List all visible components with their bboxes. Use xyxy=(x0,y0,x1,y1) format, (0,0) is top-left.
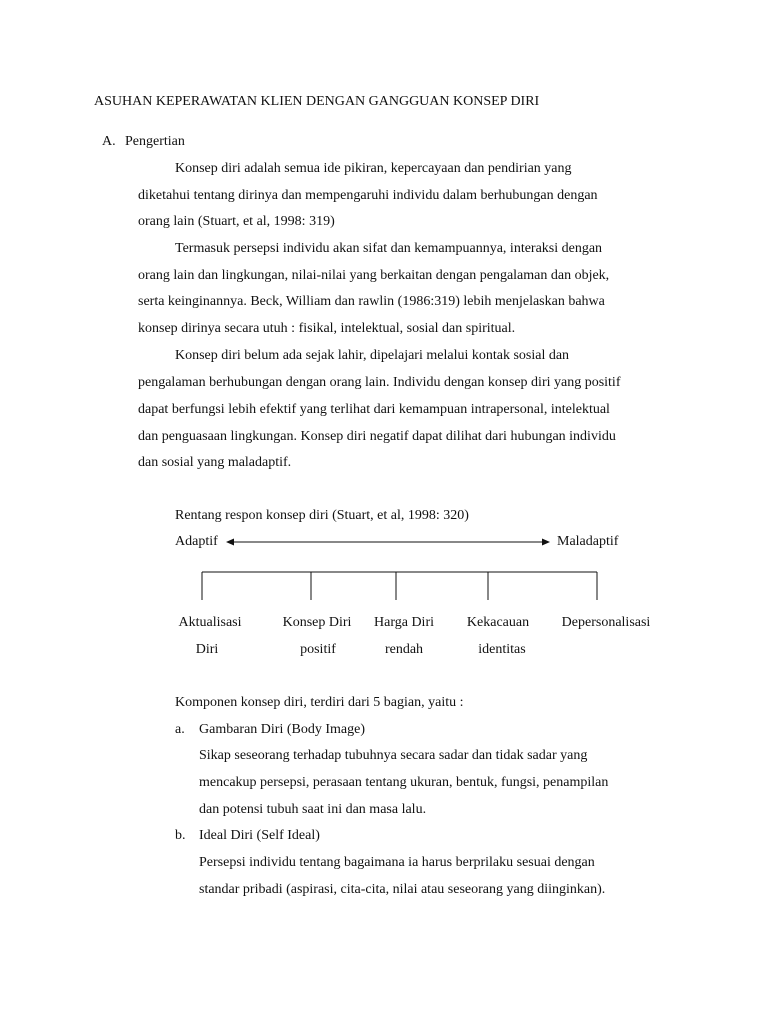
range-arrow-left-head xyxy=(226,539,234,546)
range-point-label: Konsep Diri xyxy=(282,615,352,630)
range-point-label: identitas xyxy=(478,642,526,657)
component-b-marker: b. xyxy=(175,828,186,843)
section-a-heading: Pengertian xyxy=(125,134,185,149)
component-a-marker: a. xyxy=(175,722,185,737)
paragraph-line: pengalaman berhubungan dengan orang lain. Individu dengan konsep diri yang positif xyxy=(138,375,621,390)
component-b-heading: Ideal Diri (Self Ideal) xyxy=(199,828,320,843)
component-a-line: dan potensi tubuh saat ini dan masa lalu. xyxy=(199,802,427,817)
paragraph-line: orang lain (Stuart, et al, 1998: 319) xyxy=(138,214,335,229)
section-a-marker: A. xyxy=(102,134,116,149)
range-point-label: rendah xyxy=(384,642,424,657)
document-title: ASUHAN KEPERAWATAN KLIEN DENGAN GANGGUAN KONSEP DIRI xyxy=(94,94,540,109)
paragraph-line: Termasuk persepsi individu akan sifat dan kemampuannya, interaksi dengan xyxy=(175,241,603,256)
component-b-line: Persepsi individu tentang bagaimana ia harus berprilaku sesuai dengan xyxy=(199,855,595,870)
paragraph-line: dan penguasaan lingkungan. Konsep diri negatif dapat dilihat dari hubungan individu xyxy=(138,429,616,444)
range-point-label: Depersonalisasi xyxy=(561,615,651,630)
range-point-label: Aktualisasi xyxy=(178,615,242,630)
paragraph-line: Konsep diri adalah semua ide pikiran, kepercayaan dan pendirian yang xyxy=(175,161,572,176)
component-b-line: standar pribadi (aspirasi, cita-cita, nilai atau seseorang yang diinginkan). xyxy=(199,882,606,897)
range-point-label: Kekacauan xyxy=(466,615,530,630)
paragraph-line: dapat berfungsi lebih efektif yang terlihat dari kemampuan intrapersonal, intelektual xyxy=(138,402,610,417)
range-point-label: positif xyxy=(300,642,336,657)
paragraph-line: orang lain dan lingkungan, nilai-nilai yang berkaitan dengan pengalaman dan objek, xyxy=(138,268,610,283)
paragraph-line: dan sosial yang maladaptif. xyxy=(138,455,292,470)
range-arrow-right-head xyxy=(542,539,550,546)
range-left-label: Adaptif xyxy=(175,534,218,549)
paragraph-line: diketahui tentang dirinya dan mempengaruhi individu dalam berhubungan dengan xyxy=(138,188,598,203)
paragraph-line: serta keinginannya. Beck, William dan rawlin (1986:319) lebih menjelaskan bahwa xyxy=(138,294,605,309)
range-point-label: Harga Diri xyxy=(374,615,434,630)
component-a-heading: Gambaran Diri (Body Image) xyxy=(199,722,365,737)
component-a-line: mencakup persepsi, perasaan tentang ukuran, bentuk, fungsi, penampilan xyxy=(199,775,609,790)
paragraph-line: Konsep diri belum ada sejak lahir, dipelajari melalui kontak sosial dan xyxy=(175,348,570,363)
range-point-label: Diri xyxy=(195,642,219,657)
paragraph-line: konsep dirinya secara utuh : fisikal, intelektual, sosial dan spiritual. xyxy=(138,321,516,336)
range-right-label: Maladaptif xyxy=(557,534,619,549)
range-caption: Rentang respon konsep diri (Stuart, et al, 1998: 320) xyxy=(175,508,469,523)
components-intro: Komponen konsep diri, terdiri dari 5 bagian, yaitu : xyxy=(175,695,464,710)
component-a-line: Sikap seseorang terhadap tubuhnya secara sadar dan tidak sadar yang xyxy=(199,748,588,763)
